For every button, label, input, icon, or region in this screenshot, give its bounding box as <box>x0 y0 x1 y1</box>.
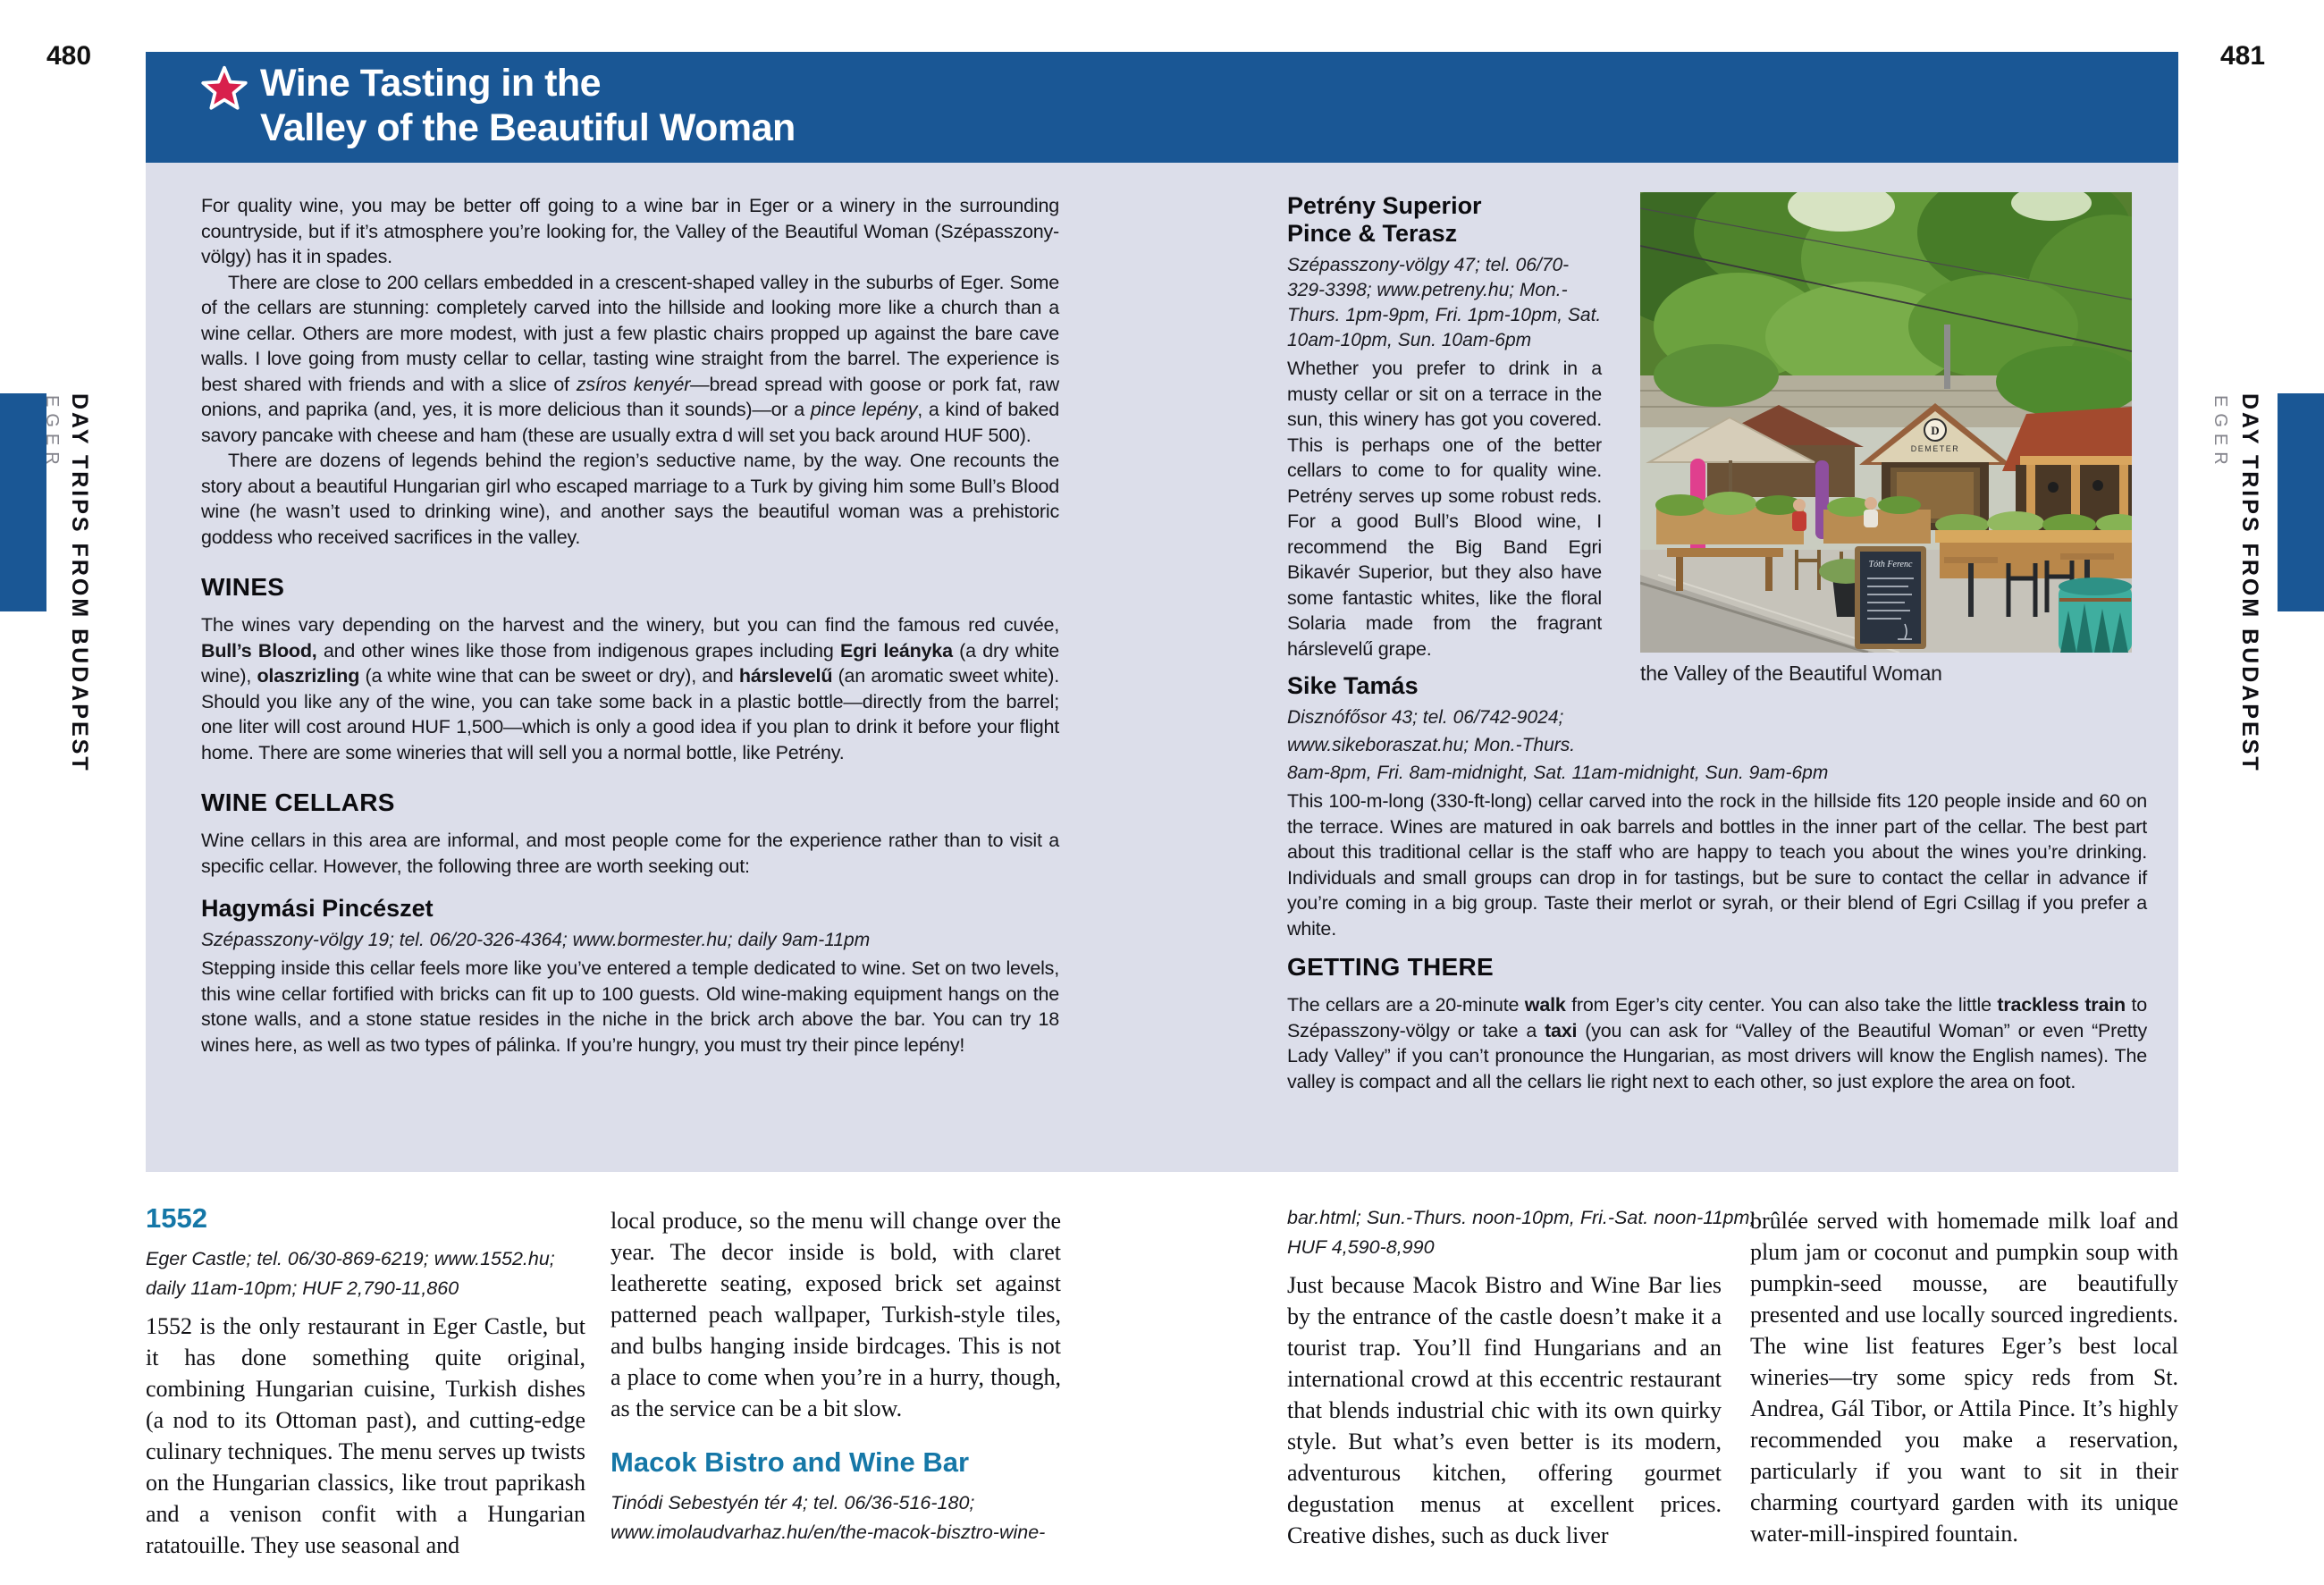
demeter-monogram: D <box>1931 424 1940 437</box>
valley-photo-illustration <box>1640 192 2132 653</box>
left-column <box>201 193 1059 1058</box>
banner-title <box>260 61 796 150</box>
restaurant-macok-name: Macok Bistro and Wine Bar <box>610 1446 970 1478</box>
sidebar-bar-left <box>0 393 46 611</box>
sidebar-section-label-left: DAY TRIPS FROM BUDAPEST <box>67 393 92 773</box>
intro-paragraph-3: There are dozens of legends behind the region’s seductive name, by the way. One recounts the story about a beautiful Hungarian girl who escaped marriage to a Turk by giving him some Bull’s Blood wine (he wasn’t used to drinking wine), and another says the beautiful woman was a prehistoric goddess who received sacrifices in the valley. <box>201 450 1059 548</box>
restaurant-1552-description: 1552 is the only restaurant in Eger Castle, but it has done something quite original, combining Hungarian cuisine, Turkish dishes (a nod to its Ottoman past), and cutting-edge culinary techniques. The menu serves up twists on the Hungarian classics, like trout paprikash and a venison confit with a Hungarian ratatouille. They use seasonal and <box>146 1313 585 1558</box>
petreny-description: Whether you prefer to drink in a musty cellar or sit on a terrace in the sun, this winery has got you covered. This is perhaps one of the better cellars to come to for quality wine. Petrény serves up some robust reds. For a good Bull’s Blood wine, I recommend the Big Band Egri Bikavér Superior, but they also have some fantastic whites, like the floral Solaria made from the fragrant hárslevelű grape. <box>1287 358 1602 660</box>
hagymasi-details: Szépasszony-völgy 19; tel. 06/20-326-4364; www.bormester.hu; daily 9am-11pm <box>201 930 871 950</box>
restaurant-1552-continued-column <box>610 1203 1061 1547</box>
valley-photo <box>1640 192 2132 686</box>
restaurant-macok-continued-column <box>1750 1203 2178 1549</box>
sike-name: Sike Tamás <box>1287 672 1419 699</box>
petreny-name-line1: Petrény Superior <box>1287 192 1482 219</box>
getting-there-block <box>1287 953 2147 1094</box>
photo-caption: the Valley of the Beautiful Woman <box>1640 662 1942 685</box>
restaurant-macok-column <box>1287 1203 1756 1551</box>
getting-there-paragraph: The cellars are a 20-minute walk from Eger’s city center. You can also take the little trackless train to Szépasszony-völgy or take a taxi (you can ask for “Valley of the Beautiful Woman” or even “Pretty Lady Valley” if you can’t pronounce the Hungarian, as most drivers will know the English names). The valley is compact and all the cellars lie right next to each other, so just explore the area on foot. <box>1287 994 2147 1092</box>
restaurant-1552-details-line1: Eger Castle; tel. 06/30-869-6219; www.1552.hu; <box>146 1248 555 1269</box>
sike-description: This 100-m-long (330-ft-long) cellar carved into the rock in the hillside fits 120 people inside and 60 on the terrace. Wines are matured in oak barrels and bottles in the inner part of the cellar. The best part about this traditional cellar is the staff who are happy to teach you about the wines you’re drinking. Individuals and small groups can drop in for tastings, but be sure to contact the cellar in advance if you’re coming in a big group. Taste their merlot or syrah, or their blend of Egri Csillag if you prefer a white. <box>1287 790 2147 940</box>
restaurant-1552-column <box>146 1203 585 1561</box>
restaurant-1552-name: 1552 <box>146 1202 207 1234</box>
restaurant-1552-details-line2: daily 11am-10pm; HUF 2,790-11,860 <box>146 1277 459 1299</box>
wine-cellars-intro: Wine cellars in this area are informal, and most people come for the experience rather than to visit a specific cellar. However, the following three are worth seeking out: <box>201 830 1059 877</box>
restaurant-1552-description-continued: local produce, so the menu will change over the year. The decor inside is bold, with claret leatherette seating, exposed brick set against patterned peach wallpaper, Turkish-style tiles, and bulbs hanging inside birdcages. This is not a place to come when you’re in a hurry, though, as the service can be a bit slow. <box>610 1208 1061 1421</box>
restaurant-macok-description-continued: brûlée served with homemade milk loaf and plum jam or coconut and pumpkin soup with pumpkin-seed mousse, are beautifully presented and use locally sourced ingredients. The wine list features Eger’s best local wineries—try some spicy reds from St. Andrea, Gál Tibor, or Attila Pince. It’s highly recommended you make a reservation, particularly if you want to sit in their charming courtyard garden with its unique water-mill-inspired fountain. <box>1750 1208 2178 1547</box>
page-number-left: 480 <box>46 41 92 71</box>
petreny-name <box>1287 192 1602 248</box>
hagymasi-description: Stepping inside this cellar feels more like you’ve entered a temple dedicated to wine. Set on two levels, this wine cellar fortified with bricks can fit up to 100 guests. Old wine-making equipment hangs on the stone walls, and a stone statue resides in the niche in the brick arch above the bar. You can try 18 wines here, as well as two types of pálinka. If you’re hungry, you must try their pince lepény! <box>201 957 1059 1056</box>
page-number-right: 481 <box>2220 41 2266 71</box>
section-banner <box>146 52 2178 163</box>
wines-paragraph: The wines vary depending on the harvest and the winery, but you can find the famous red cuvée, Bull’s Blood, and other wines like those from indigenous grapes including Egri leányka (a dry white wine), olaszrizling (a white wine that can be sweet or dry), and hárslevelű (an aromatic sweet white). Should you like any of the wine, you can take some back in a plastic bottle—directly from the barrel; one liter will cost around HUF 1,500—which is only a good idea if you plan to drink it before your flight home. There are some wineries that will sell you a normal bottle, like Petrény. <box>201 614 1059 763</box>
sike-details-line3: 8am-8pm, Fri. 8am-midnight, Sat. 11am-midnight, Sun. 9am-6pm <box>1287 763 1829 783</box>
wine-cellars-heading: WINE CELLARS <box>201 788 395 816</box>
sike-details-line1: Disznófősor 43; tel. 06/742-9024; <box>1287 707 1564 728</box>
restaurant-macok-details-line2: www.imolaudvarhaz.hu/en/the-macok-bisztro-wine- <box>610 1522 1046 1543</box>
feature-panel <box>146 163 2178 1172</box>
banner-title-line2: Valley of the Beautiful Woman <box>260 106 796 149</box>
demeter-sign: DEMETER <box>1910 444 1960 453</box>
getting-there-heading: GETTING THERE <box>1287 953 1495 981</box>
banner-title-line1: Wine Tasting in the <box>260 62 602 105</box>
sidebar-section-label-right: DAY TRIPS FROM BUDAPEST <box>2237 393 2262 773</box>
wines-heading: WINES <box>201 573 285 601</box>
sidebar-chapter-label-right: EGER <box>2210 395 2230 471</box>
restaurant-macok-details-line4: HUF 4,590-8,990 <box>1287 1236 1435 1258</box>
star-icon <box>199 64 249 114</box>
sike-details-line2: www.sikeboraszat.hu; Mon.-Thurs. <box>1287 735 1576 755</box>
restaurant-macok-details-line1: Tinódi Sebestyén tér 4; tel. 06/36-516-180; <box>610 1492 975 1513</box>
petreny-details: Szépasszony-völgy 47; tel. 06/70-329-3398; www.petreny.hu; Mon.-Thurs. 1pm-9pm, Fri. 1pm-10pm, Sat. 10am-10pm, Sun. 10am-6pm <box>1287 255 1602 350</box>
intro-paragraph-1: For quality wine, you may be better off going to a wine bar in Eger or a winery in the surrounding countryside, but if it’s atmosphere you’re looking for, the Valley of the Beautiful Woman (Szépasszony-völgy) has it in spades. <box>201 195 1059 267</box>
petreny-name-line2: Pince & Terasz <box>1287 220 1458 247</box>
restaurant-macok-details-line3: bar.html; Sun.-Thurs. noon-10pm, Fri.-Sat. noon-11pm; <box>1287 1207 1756 1228</box>
hagymasi-name: Hagymási Pincészet <box>201 895 434 922</box>
chalkboard-sign: Tóth Ferenc <box>1868 560 1913 569</box>
sike-block <box>1287 672 2147 941</box>
intro-paragraph-2: There are close to 200 cellars embedded in a crescent-shaped valley in the suburbs of Eger. Some of the cellars are stunning: completely carved into the hillside and looking more like a church than a wine cellar. Others are more modest, with just a few plastic chairs propped up against the bare cave walls. I love going from musty cellar to cellar, tasting wine straight from the barrel. The experience is best shared with friends and with a slice of zsíros kenyér—bread spread with goose or pork fat, raw onions, and paprika (and, yes, it is more delicious than it sounds)—or a pince lepény, a kind of baked savory pancake with cheese and ham (these are usually extra d will set you back around HUF 500). <box>201 271 1059 446</box>
restaurant-macok-description: Just because Macok Bistro and Wine Bar lies by the entrance of the castle doesn’t make it a tourist trap. You’ll find Hungarians and an international crowd at this eccentric restaurant that blends industrial chic with its own quirky style. But what’s even better is its modern, adventurous kitchen, offering gourmet degustation menus at excellent prices. Creative dishes, such as duck liver <box>1287 1272 1722 1548</box>
petreny-block <box>1287 192 1602 662</box>
sidebar-bar-right <box>2278 393 2324 611</box>
sidebar-chapter-label-left: EGER <box>42 395 62 471</box>
